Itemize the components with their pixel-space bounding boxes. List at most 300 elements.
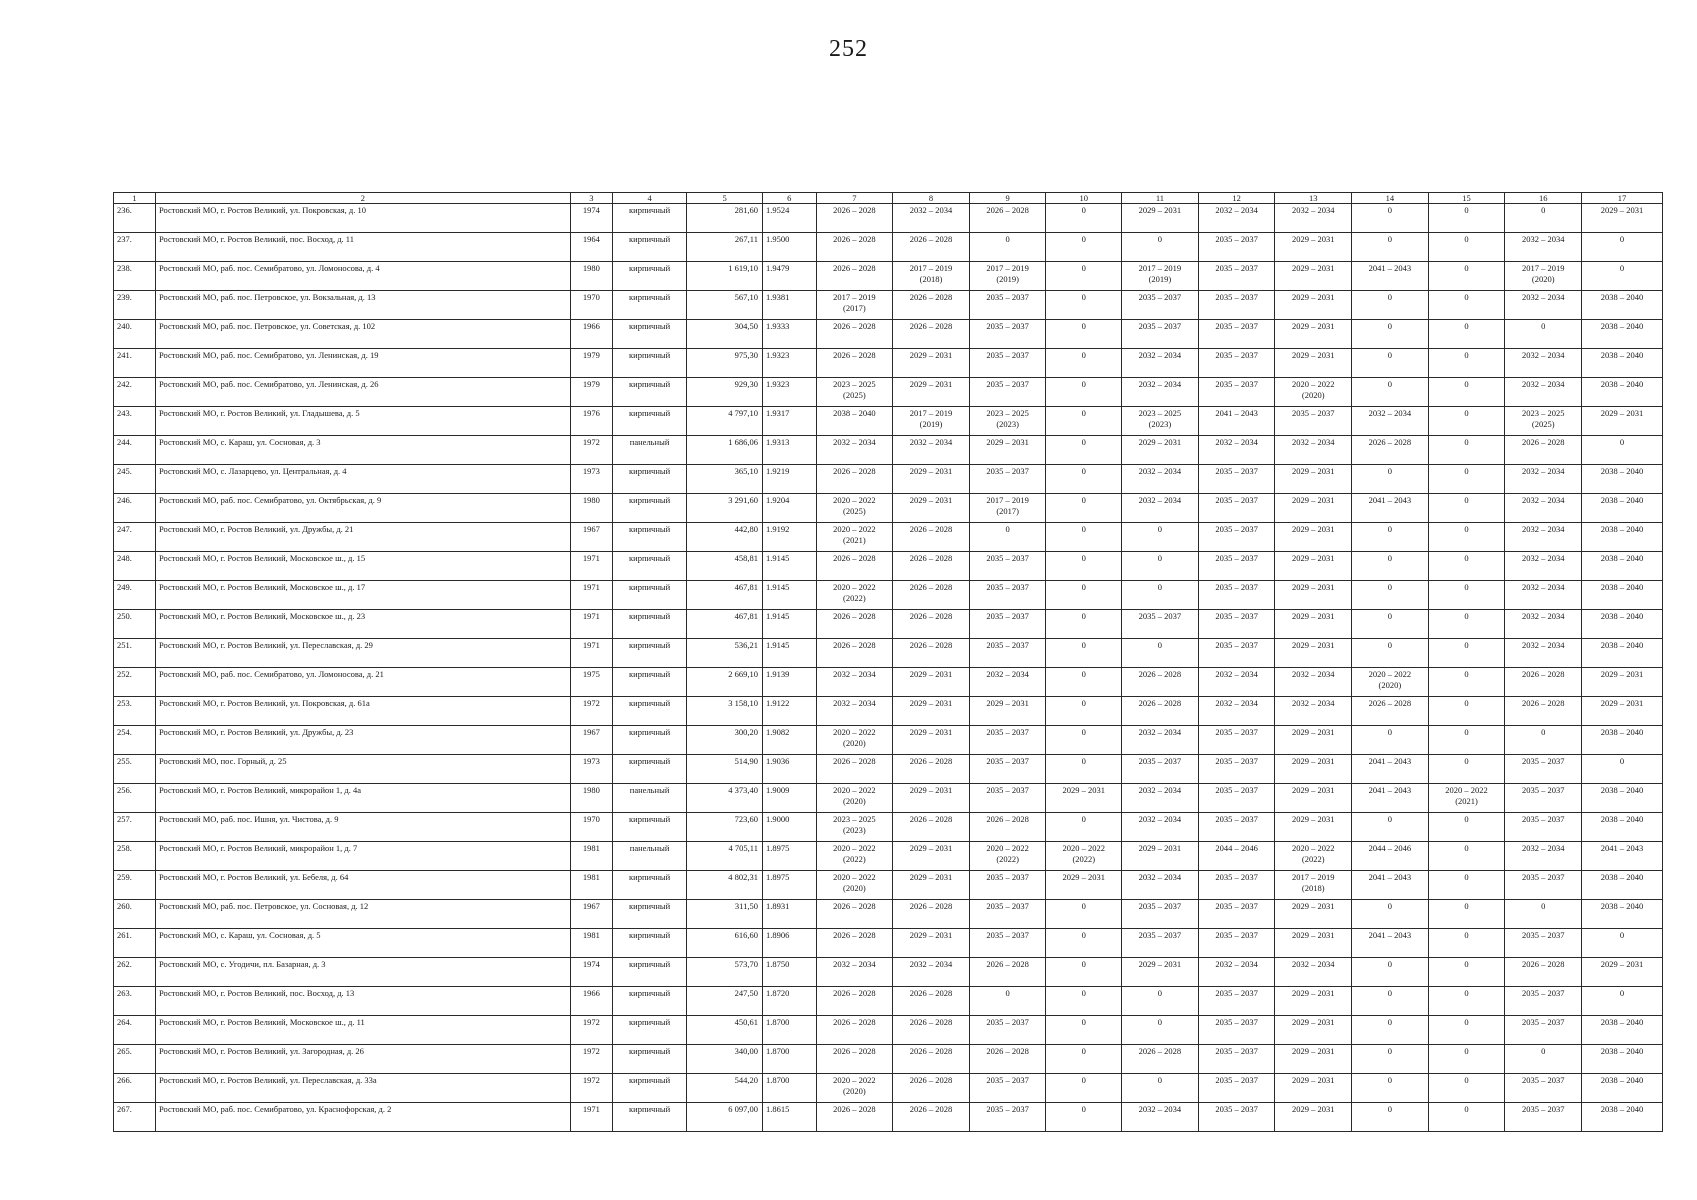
table-cell: 2032 – 2034 bbox=[816, 697, 893, 726]
table-cell: 975,30 bbox=[687, 349, 763, 378]
table-cell: 2029 – 2031 bbox=[893, 494, 970, 523]
table-cell: 2026 – 2028 bbox=[816, 987, 893, 1016]
table-cell: 2035 – 2037 bbox=[1198, 871, 1275, 900]
table-cell: 544,20 bbox=[687, 1074, 763, 1103]
table-cell: Ростовский МО, раб. пос. Ишня, ул. Чистова, д. 9 bbox=[156, 813, 571, 842]
table-cell: 259. bbox=[114, 871, 156, 900]
table-cell: 0 bbox=[1122, 987, 1199, 1016]
table-cell: 2038 – 2040 bbox=[1582, 523, 1663, 552]
table-cell: 0 bbox=[1046, 726, 1122, 755]
table-cell: Ростовский МО, г. Ростов Великий, ул. Переславская, д. 33а bbox=[156, 1074, 571, 1103]
table-cell: 2026 – 2028 bbox=[816, 320, 893, 349]
housing-register-table bbox=[113, 192, 1663, 1132]
table-cell: 0 bbox=[1428, 697, 1505, 726]
table-cell: 1971 bbox=[570, 552, 612, 581]
table-cell: 2035 – 2037 bbox=[969, 1103, 1046, 1132]
table-cell: 2035 – 2037 bbox=[1505, 871, 1582, 900]
table-cell: 2023 – 2025 (2025) bbox=[816, 378, 893, 407]
table-cell: 0 bbox=[1046, 262, 1122, 291]
table-cell: 0 bbox=[1582, 233, 1663, 262]
table-cell: 0 bbox=[1428, 436, 1505, 465]
table-cell: 2029 – 2031 bbox=[1122, 436, 1199, 465]
table-cell: панельный bbox=[612, 842, 687, 871]
table-cell: 458,81 bbox=[687, 552, 763, 581]
table-cell: 245. bbox=[114, 465, 156, 494]
table-cell: 0 bbox=[1046, 494, 1122, 523]
table-row bbox=[114, 784, 1663, 813]
table-cell: 2020 – 2022 (2025) bbox=[816, 494, 893, 523]
table-cell: 2029 – 2031 bbox=[1275, 552, 1352, 581]
table-cell: 2035 – 2037 bbox=[1505, 987, 1582, 1016]
table-cell: 1.9524 bbox=[762, 204, 816, 233]
table-cell: 2026 – 2028 bbox=[1505, 697, 1582, 726]
table-cell: кирпичный bbox=[612, 494, 687, 523]
table-cell: 2029 – 2031 bbox=[893, 929, 970, 958]
table-cell: 0 bbox=[1428, 494, 1505, 523]
table-cell: Ростовский МО, раб. пос. Семибратово, ул. Октябрьская, д. 9 bbox=[156, 494, 571, 523]
table-cell: 2038 – 2040 bbox=[1582, 900, 1663, 929]
column-number: 13 bbox=[1275, 193, 1352, 204]
table-cell: 2035 – 2037 bbox=[1198, 262, 1275, 291]
table-cell: 0 bbox=[1428, 1045, 1505, 1074]
table-cell: 1.9145 bbox=[762, 581, 816, 610]
table-cell: 2035 – 2037 bbox=[1198, 639, 1275, 668]
table-row bbox=[114, 494, 1663, 523]
table-cell: 1975 bbox=[570, 668, 612, 697]
column-number: 8 bbox=[893, 193, 970, 204]
table-cell: кирпичный bbox=[612, 755, 687, 784]
table-cell: кирпичный bbox=[612, 1074, 687, 1103]
table-cell: 2026 – 2028 bbox=[816, 552, 893, 581]
table-cell: 616,60 bbox=[687, 929, 763, 958]
table-cell: 0 bbox=[1046, 1045, 1122, 1074]
table-cell: 2026 – 2028 bbox=[1122, 1045, 1199, 1074]
table-cell: 247,50 bbox=[687, 987, 763, 1016]
table-cell: 248. bbox=[114, 552, 156, 581]
table-cell: 2035 – 2037 bbox=[1198, 784, 1275, 813]
table-cell: 2029 – 2031 bbox=[893, 842, 970, 871]
table-cell: Ростовский МО, раб. пос. Петровское, ул. Сосновая, д. 12 bbox=[156, 900, 571, 929]
table-cell: 2029 – 2031 bbox=[1275, 1103, 1352, 1132]
table-cell: 2023 – 2025 (2023) bbox=[1122, 407, 1199, 436]
table-cell: 450,61 bbox=[687, 1016, 763, 1045]
column-number: 5 bbox=[687, 193, 763, 204]
table-cell: 2026 – 2028 bbox=[816, 1045, 893, 1074]
table-cell: 256. bbox=[114, 784, 156, 813]
table-cell: 2035 – 2037 bbox=[969, 929, 1046, 958]
table-cell: 2032 – 2034 bbox=[1352, 407, 1429, 436]
table-cell: Ростовский МО, пос. Горный, д. 25 bbox=[156, 755, 571, 784]
table-cell: 2035 – 2037 bbox=[969, 552, 1046, 581]
table-cell: 262. bbox=[114, 958, 156, 987]
table-cell: 0 bbox=[1505, 726, 1582, 755]
table-cell: Ростовский МО, раб. пос. Семибратово, ул. Ленинская, д. 19 bbox=[156, 349, 571, 378]
table-cell: Ростовский МО, г. Ростов Великий, ул. Переславская, д. 29 bbox=[156, 639, 571, 668]
table-cell: 2029 – 2031 bbox=[1582, 204, 1663, 233]
table-cell: 0 bbox=[1046, 465, 1122, 494]
table-cell: 0 bbox=[1352, 1016, 1429, 1045]
table-cell: 0 bbox=[1122, 581, 1199, 610]
table-cell: 4 802,31 bbox=[687, 871, 763, 900]
table-row bbox=[114, 755, 1663, 784]
table-cell: 2035 – 2037 bbox=[1198, 987, 1275, 1016]
table-cell: 1.9145 bbox=[762, 610, 816, 639]
table-cell: 567,10 bbox=[687, 291, 763, 320]
table-cell: 2029 – 2031 bbox=[969, 697, 1046, 726]
table-cell: 1.8906 bbox=[762, 929, 816, 958]
table-cell: 1.8975 bbox=[762, 842, 816, 871]
table-cell: кирпичный bbox=[612, 871, 687, 900]
column-number: 16 bbox=[1505, 193, 1582, 204]
table-cell: Ростовский МО, г. Ростов Великий, Московское ш., д. 23 bbox=[156, 610, 571, 639]
table-cell: 2035 – 2037 bbox=[969, 610, 1046, 639]
table-cell: 1.9323 bbox=[762, 378, 816, 407]
table-cell: 2029 – 2031 bbox=[969, 436, 1046, 465]
table-cell: 2032 – 2034 bbox=[1275, 668, 1352, 697]
table-cell: 2038 – 2040 bbox=[1582, 1103, 1663, 1132]
table-cell: 2035 – 2037 bbox=[1198, 320, 1275, 349]
table-cell: 1.9323 bbox=[762, 349, 816, 378]
table-cell: 2020 – 2022 (2020) bbox=[816, 871, 893, 900]
table-cell: кирпичный bbox=[612, 407, 687, 436]
table-cell: 1972 bbox=[570, 697, 612, 726]
table-cell: 2026 – 2028 bbox=[893, 900, 970, 929]
table-cell: 0 bbox=[1046, 1016, 1122, 1045]
table-cell: 2026 – 2028 bbox=[1122, 668, 1199, 697]
table-cell: 2029 – 2031 bbox=[893, 784, 970, 813]
table-cell: кирпичный bbox=[612, 610, 687, 639]
table-cell: 2035 – 2037 bbox=[969, 465, 1046, 494]
table-cell: 0 bbox=[1428, 552, 1505, 581]
table-cell: кирпичный bbox=[612, 1016, 687, 1045]
table-cell: 2017 – 2019 (2019) bbox=[893, 407, 970, 436]
table-cell: 0 bbox=[1428, 871, 1505, 900]
table-cell: 2026 – 2028 bbox=[969, 204, 1046, 233]
column-number: 15 bbox=[1428, 193, 1505, 204]
table-cell: 2026 – 2028 bbox=[1505, 436, 1582, 465]
table-cell: 2041 – 2043 bbox=[1352, 755, 1429, 784]
table-cell: 0 bbox=[1352, 320, 1429, 349]
table-cell: Ростовский МО, раб. пос. Петровское, ул. Вокзальная, д. 13 bbox=[156, 291, 571, 320]
table-cell: 0 bbox=[1428, 987, 1505, 1016]
table-cell: 247. bbox=[114, 523, 156, 552]
table-cell: 0 bbox=[1046, 900, 1122, 929]
table-cell: 0 bbox=[1122, 1016, 1199, 1045]
table-cell: 0 bbox=[1505, 204, 1582, 233]
table-cell: 0 bbox=[1352, 1045, 1429, 1074]
table-cell: 2032 – 2034 bbox=[1198, 204, 1275, 233]
table-cell: 2038 – 2040 bbox=[1582, 1045, 1663, 1074]
column-number: 7 bbox=[816, 193, 893, 204]
table-cell: 0 bbox=[1582, 755, 1663, 784]
table-cell: 0 bbox=[1352, 523, 1429, 552]
table-cell: 2032 – 2034 bbox=[1122, 813, 1199, 842]
table-cell: 1.8615 bbox=[762, 1103, 816, 1132]
table-cell: Ростовский МО, раб. пос. Петровское, ул. Советская, д. 102 bbox=[156, 320, 571, 349]
table-cell: 2026 – 2028 bbox=[816, 929, 893, 958]
table-cell: 1 686,06 bbox=[687, 436, 763, 465]
table-cell: 0 bbox=[1046, 233, 1122, 262]
table-cell: 2035 – 2037 bbox=[969, 726, 1046, 755]
table-cell: 0 bbox=[1352, 813, 1429, 842]
table-cell: 0 bbox=[1428, 233, 1505, 262]
table-cell: 1972 bbox=[570, 1016, 612, 1045]
table-row bbox=[114, 349, 1663, 378]
table-cell: 2020 – 2022 (2020) bbox=[816, 784, 893, 813]
table-cell: кирпичный bbox=[612, 581, 687, 610]
table-cell: 2026 – 2028 bbox=[816, 610, 893, 639]
table-cell: 0 bbox=[1046, 668, 1122, 697]
table-cell: 1971 bbox=[570, 639, 612, 668]
table-cell: 0 bbox=[1428, 639, 1505, 668]
table-cell: 0 bbox=[1122, 1074, 1199, 1103]
table-cell: 2035 – 2037 bbox=[1198, 929, 1275, 958]
table-cell: кирпичный bbox=[612, 378, 687, 407]
table-cell: 238. bbox=[114, 262, 156, 291]
table-cell: Ростовский МО, г. Ростов Великий, пос. Восход, д. 13 bbox=[156, 987, 571, 1016]
table-cell: 2038 – 2040 bbox=[1582, 378, 1663, 407]
table-cell: 241. bbox=[114, 349, 156, 378]
column-number: 2 bbox=[156, 193, 571, 204]
table-cell: 1980 bbox=[570, 784, 612, 813]
table-cell: 2026 – 2028 bbox=[816, 1016, 893, 1045]
table-cell: 0 bbox=[1428, 581, 1505, 610]
table-cell: 536,21 bbox=[687, 639, 763, 668]
table-cell: 2029 – 2031 bbox=[1275, 813, 1352, 842]
table-cell: 1.9333 bbox=[762, 320, 816, 349]
table-cell: Ростовский МО, г. Ростов Великий, микрорайон 1, д. 7 bbox=[156, 842, 571, 871]
table-cell: 2032 – 2034 bbox=[893, 204, 970, 233]
table-cell: 1967 bbox=[570, 523, 612, 552]
table-cell: 1.8720 bbox=[762, 987, 816, 1016]
table-cell: 1973 bbox=[570, 465, 612, 494]
table-cell: 0 bbox=[1046, 436, 1122, 465]
table-cell: 2017 – 2019 (2019) bbox=[1122, 262, 1199, 291]
table-cell: 2020 – 2022 (2022) bbox=[969, 842, 1046, 871]
table-cell: 2038 – 2040 bbox=[1582, 320, 1663, 349]
table-cell: Ростовский МО, г. Ростов Великий, ул. Гладышева, д. 5 bbox=[156, 407, 571, 436]
table-cell: Ростовский МО, г. Ростов Великий, ул. Дружбы, д. 21 bbox=[156, 523, 571, 552]
table-cell: 1971 bbox=[570, 581, 612, 610]
table-cell: 2035 – 2037 bbox=[1198, 233, 1275, 262]
table-cell: 2035 – 2037 bbox=[969, 755, 1046, 784]
table-cell: 265. bbox=[114, 1045, 156, 1074]
table-cell: 2026 – 2028 bbox=[816, 204, 893, 233]
table-cell: 2026 – 2028 bbox=[816, 639, 893, 668]
table-cell: 2038 – 2040 bbox=[1582, 784, 1663, 813]
table-cell: кирпичный bbox=[612, 552, 687, 581]
table-cell: 1.9082 bbox=[762, 726, 816, 755]
table-cell: 0 bbox=[1352, 639, 1429, 668]
table-cell: Ростовский МО, раб. пос. Семибратово, ул. Ленинская, д. 26 bbox=[156, 378, 571, 407]
table-cell: 2026 – 2028 bbox=[1352, 436, 1429, 465]
column-number: 6 bbox=[762, 193, 816, 204]
table-cell: 2032 – 2034 bbox=[1198, 436, 1275, 465]
table-cell: 2032 – 2034 bbox=[1505, 639, 1582, 668]
table-cell: 1967 bbox=[570, 726, 612, 755]
table-cell: 0 bbox=[1505, 1045, 1582, 1074]
table-cell: 0 bbox=[1582, 262, 1663, 291]
table-cell: 2023 – 2025 (2023) bbox=[816, 813, 893, 842]
table-cell: 2038 – 2040 bbox=[1582, 726, 1663, 755]
table-cell: 2026 – 2028 bbox=[893, 1103, 970, 1132]
table-cell: 0 bbox=[1582, 929, 1663, 958]
table-cell: 0 bbox=[1046, 987, 1122, 1016]
table-row bbox=[114, 262, 1663, 291]
table-row bbox=[114, 523, 1663, 552]
table-cell: 243. bbox=[114, 407, 156, 436]
table-cell: 1.9145 bbox=[762, 639, 816, 668]
table-row bbox=[114, 929, 1663, 958]
table-cell: 573,70 bbox=[687, 958, 763, 987]
table-cell: 2029 – 2031 bbox=[1275, 262, 1352, 291]
table-cell: 1970 bbox=[570, 813, 612, 842]
table-cell: 2032 – 2034 bbox=[1122, 726, 1199, 755]
table-cell: кирпичный bbox=[612, 465, 687, 494]
table-cell: 2032 – 2034 bbox=[1505, 552, 1582, 581]
table-cell: 2029 – 2031 bbox=[1275, 1045, 1352, 1074]
table-cell: 1974 bbox=[570, 958, 612, 987]
table-cell: 1981 bbox=[570, 842, 612, 871]
table-cell: 1.9317 bbox=[762, 407, 816, 436]
table-row bbox=[114, 842, 1663, 871]
table-cell: 2035 – 2037 bbox=[1122, 291, 1199, 320]
table-cell: 2035 – 2037 bbox=[1505, 1103, 1582, 1132]
table-cell: 1.9000 bbox=[762, 813, 816, 842]
table-cell: 0 bbox=[1352, 291, 1429, 320]
table-cell: 0 bbox=[1046, 378, 1122, 407]
table-cell: Ростовский МО, г. Ростов Великий, ул. Покровская, д. 61а bbox=[156, 697, 571, 726]
table-cell: 2026 – 2028 bbox=[969, 813, 1046, 842]
table-cell: 263. bbox=[114, 987, 156, 1016]
table-row bbox=[114, 320, 1663, 349]
table-cell: 1976 bbox=[570, 407, 612, 436]
table-cell: 311,50 bbox=[687, 900, 763, 929]
table-cell: 1971 bbox=[570, 610, 612, 639]
table-cell: 0 bbox=[1352, 233, 1429, 262]
table-cell: 2026 – 2028 bbox=[893, 1045, 970, 1074]
table-cell: 2026 – 2028 bbox=[969, 1045, 1046, 1074]
table-cell: 2035 – 2037 bbox=[969, 639, 1046, 668]
table-cell: 257. bbox=[114, 813, 156, 842]
table-cell: 2038 – 2040 bbox=[1582, 494, 1663, 523]
table-cell: 2032 – 2034 bbox=[969, 668, 1046, 697]
column-number: 10 bbox=[1046, 193, 1122, 204]
table-cell: 2017 – 2019 (2018) bbox=[893, 262, 970, 291]
table-cell: 2032 – 2034 bbox=[1505, 842, 1582, 871]
table-cell: 2032 – 2034 bbox=[816, 958, 893, 987]
table-cell: 254. bbox=[114, 726, 156, 755]
table-cell: панельный bbox=[612, 436, 687, 465]
table-cell: 2026 – 2028 bbox=[893, 581, 970, 610]
table-cell: кирпичный bbox=[612, 929, 687, 958]
table-cell: 2035 – 2037 bbox=[1122, 929, 1199, 958]
table-cell: 2041 – 2043 bbox=[1352, 929, 1429, 958]
table-cell: Ростовский МО, г. Ростов Великий, ул. Бебеля, д. 64 bbox=[156, 871, 571, 900]
table-cell: 2035 – 2037 bbox=[1198, 378, 1275, 407]
table-cell: 2029 – 2031 bbox=[1582, 407, 1663, 436]
table-cell: 0 bbox=[1046, 349, 1122, 378]
table-cell: 0 bbox=[1352, 1103, 1429, 1132]
table-cell: 0 bbox=[1046, 1074, 1122, 1103]
table-cell: 1972 bbox=[570, 1045, 612, 1074]
table-cell: 1.9139 bbox=[762, 668, 816, 697]
table-cell: 2032 – 2034 bbox=[816, 436, 893, 465]
table-cell: 0 bbox=[1428, 900, 1505, 929]
column-number: 4 bbox=[612, 193, 687, 204]
table-cell: 2029 – 2031 bbox=[893, 465, 970, 494]
table-cell: кирпичный bbox=[612, 1045, 687, 1074]
table-cell: Ростовский МО, с. Караш, ул. Сосновая, д. 5 bbox=[156, 929, 571, 958]
table-cell: 1.8750 bbox=[762, 958, 816, 987]
table-cell: 0 bbox=[969, 233, 1046, 262]
table-cell: 2029 – 2031 bbox=[1122, 958, 1199, 987]
table-cell: 0 bbox=[1352, 349, 1429, 378]
table-row bbox=[114, 291, 1663, 320]
table-cell: 2029 – 2031 bbox=[1275, 1016, 1352, 1045]
table-cell: 2035 – 2037 bbox=[1198, 726, 1275, 755]
table-cell: 2035 – 2037 bbox=[1505, 1016, 1582, 1045]
table-cell: 0 bbox=[1352, 552, 1429, 581]
table-cell: 2029 – 2031 bbox=[1275, 784, 1352, 813]
table-cell: панельный bbox=[612, 784, 687, 813]
table-row bbox=[114, 581, 1663, 610]
table-cell: 2032 – 2034 bbox=[1122, 465, 1199, 494]
table-cell: Ростовский МО, раб. пос. Семибратово, ул. Краснофорская, д. 2 bbox=[156, 1103, 571, 1132]
table-cell: 2035 – 2037 bbox=[969, 784, 1046, 813]
table-cell: 246. bbox=[114, 494, 156, 523]
table-cell: 2035 – 2037 bbox=[969, 378, 1046, 407]
table-cell: 2032 – 2034 bbox=[816, 668, 893, 697]
table-cell: 2020 – 2022 (2021) bbox=[1428, 784, 1505, 813]
table-row bbox=[114, 668, 1663, 697]
table-cell: 1.9219 bbox=[762, 465, 816, 494]
table-cell: 2029 – 2031 bbox=[1046, 871, 1122, 900]
table-cell: 2038 – 2040 bbox=[1582, 465, 1663, 494]
table-cell: кирпичный bbox=[612, 958, 687, 987]
table-cell: 2032 – 2034 bbox=[893, 436, 970, 465]
table-cell: 2035 – 2037 bbox=[1198, 291, 1275, 320]
table-cell: 0 bbox=[1046, 958, 1122, 987]
table-cell: 2038 – 2040 bbox=[1582, 1016, 1663, 1045]
table-cell: 2029 – 2031 bbox=[1275, 929, 1352, 958]
table-cell: 1981 bbox=[570, 871, 612, 900]
table-row bbox=[114, 1045, 1663, 1074]
table-cell: 365,10 bbox=[687, 465, 763, 494]
column-number: 12 bbox=[1198, 193, 1275, 204]
table-cell: Ростовский МО, г. Ростов Великий, ул. Загородная, д. 26 bbox=[156, 1045, 571, 1074]
table-cell: Ростовский МО, г. Ростов Великий, пос. Восход, д. 11 bbox=[156, 233, 571, 262]
table-cell: 442,80 bbox=[687, 523, 763, 552]
table-cell: 0 bbox=[1352, 581, 1429, 610]
table-cell: кирпичный bbox=[612, 291, 687, 320]
table-cell: 2032 – 2034 bbox=[1505, 233, 1582, 262]
table-cell: 2035 – 2037 bbox=[969, 320, 1046, 349]
table-row bbox=[114, 233, 1663, 262]
table-cell: 2032 – 2034 bbox=[1122, 1103, 1199, 1132]
table-cell: 1981 bbox=[570, 929, 612, 958]
table-cell: Ростовский МО, раб. пос. Семибратово, ул. Ломоносова, д. 21 bbox=[156, 668, 571, 697]
table-cell: 0 bbox=[1428, 813, 1505, 842]
table-cell: 0 bbox=[1046, 291, 1122, 320]
table-cell: 2029 – 2031 bbox=[1122, 842, 1199, 871]
table-cell: 0 bbox=[1046, 755, 1122, 784]
table-cell: 2035 – 2037 bbox=[1122, 610, 1199, 639]
table-cell: 2026 – 2028 bbox=[816, 262, 893, 291]
table-cell: 2035 – 2037 bbox=[1198, 552, 1275, 581]
table-cell: 2032 – 2034 bbox=[1122, 378, 1199, 407]
table-cell: 0 bbox=[1428, 407, 1505, 436]
